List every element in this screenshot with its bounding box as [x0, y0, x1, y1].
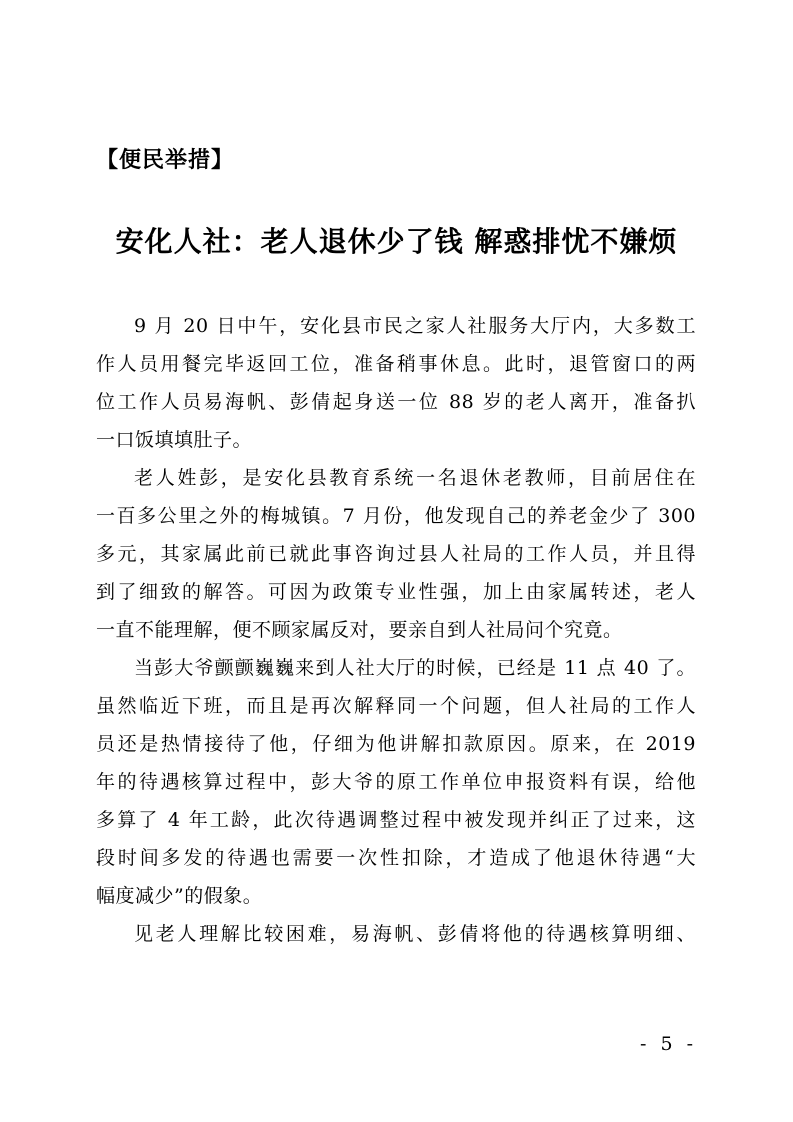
text-line: 到了细致的解答。可因为政策专业性强，加上由家属转述，老人 — [96, 581, 696, 603]
text-line: 虽然临近下班，而且是再次解释同一个问题，但人社局的工作人 — [96, 695, 696, 717]
article-title: 安化人社：老人退休少了钱 解惑排忧不嫌烦 — [115, 225, 678, 258]
section-tag: 【便民举措】 — [96, 148, 235, 173]
text-line: 当彭大爷颤颤巍巍来到人社大厅的时候，已经是 11 点 40 了。 — [134, 657, 696, 679]
page-number: - 5 - — [639, 1033, 697, 1055]
text-line: 年的待遇核算过程中，彭大爷的原工作单位申报资料有误，给他 — [96, 771, 696, 793]
text-line: 作人员用餐完毕返回工位，准备稍事休息。此时，退管窗口的两 — [96, 353, 696, 375]
text-line: 段时间多发的待遇也需要一次性扣除，才造成了他退休待遇“大 — [96, 847, 696, 869]
text-line: 多算了 4 年工龄，此次待遇调整过程中被发现并纠正了过来，这 — [96, 809, 696, 831]
text-line: 位工作人员易海帆、彭倩起身送一位 88 岁的老人离开，准备扒 — [96, 391, 696, 413]
text-line: 幅度减少”的假象。 — [96, 885, 263, 907]
article-body — [96, 307, 696, 953]
text-line: 多元，其家属此前已就此事咨询过县人社局的工作人员，并且得 — [96, 543, 696, 565]
text-line: 一直不能理解，便不顾家属反对，要亲自到人社局问个究竟。 — [96, 619, 623, 641]
text-line: 一口饭填填肚子。 — [96, 429, 253, 451]
text-line: 9 月 20 日中午，安化县市民之家人社服务大厅内，大多数工 — [134, 315, 696, 337]
text-line: 见老人理解比较困难，易海帆、彭倩将他的待遇核算明细、 — [134, 923, 696, 945]
text-line: 老人姓彭，是安化县教育系统一名退休老教师，目前居住在 — [134, 467, 696, 489]
text-line: 一百多公里之外的梅城镇。7 月份，他发现自己的养老金少了 300 — [96, 505, 696, 527]
text-line: 员还是热情接待了他，仔细为他讲解扣款原因。原来，在 2019 — [96, 733, 696, 755]
